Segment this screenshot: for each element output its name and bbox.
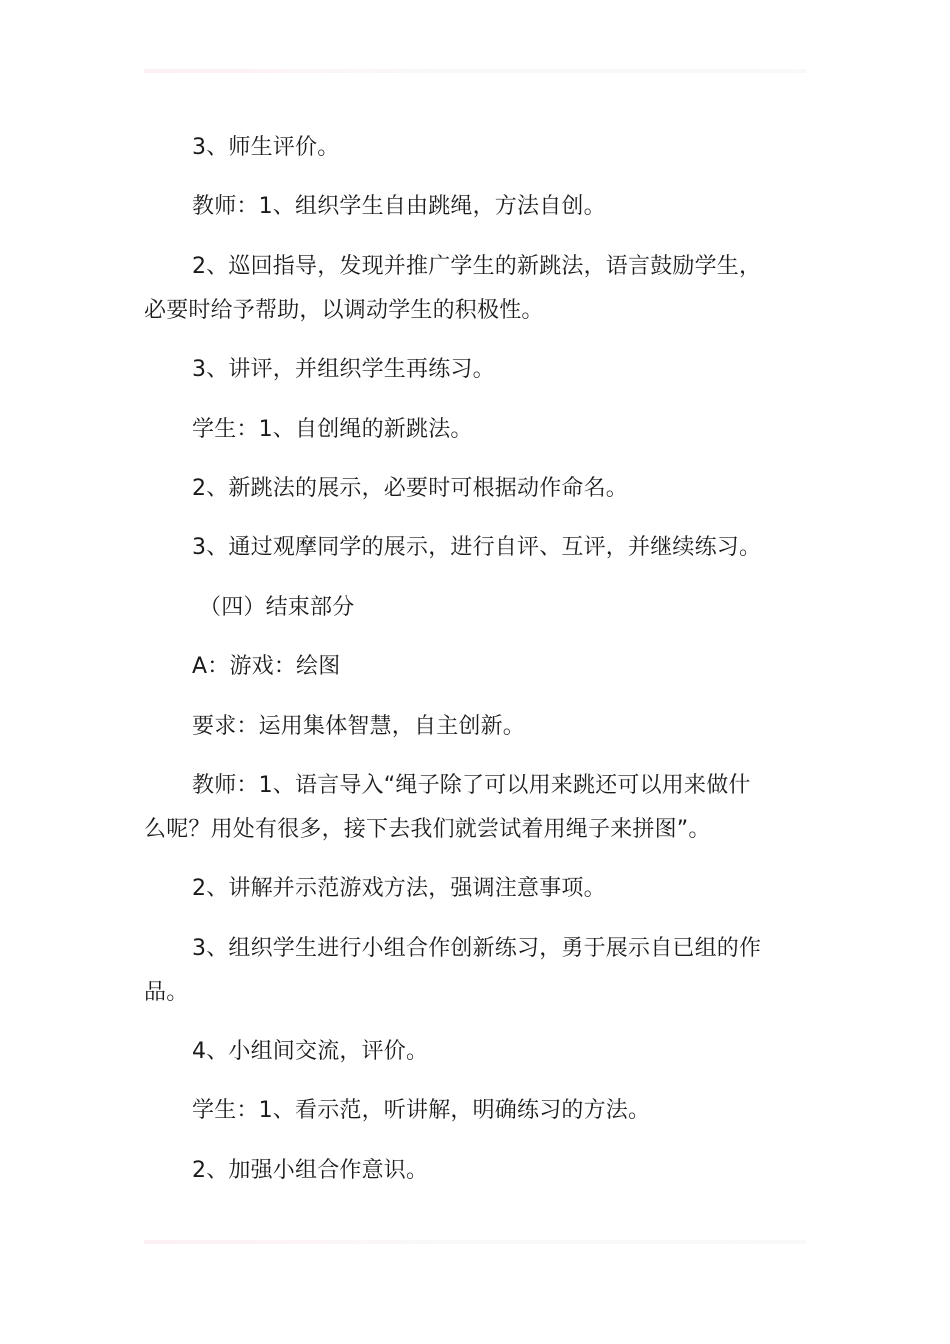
paragraph: 2、巡回指导，发现并推广学生的新跳法，语言鼓励学生， 必要时给予帮助，以调动学生的积极性。 (144, 253, 762, 323)
paragraph: 学生：1、看示范，听讲解，明确练习的方法。 (192, 1098, 651, 1124)
paragraph: 2、讲解并示范游戏方法，强调注意事项。 (192, 876, 606, 902)
paragraph: 2、加强小组合作意识。 (192, 1157, 429, 1183)
paragraph: 3、组织学生进行小组合作创新练习，勇于展示自已组的作 品。 (144, 935, 762, 1005)
paragraph: A：游戏：绘图 (192, 654, 341, 680)
header-rule (144, 69, 806, 73)
paragraph: 3、通过观摩同学的展示，进行自评、互评，并继续练习。 (192, 535, 762, 561)
section-heading: （四）结束部分 (199, 594, 355, 620)
paragraph: 学生：1、自创绳的新跳法。 (192, 416, 473, 442)
paragraph: 教师：1、组织学生自由跳绳，方法自创。 (192, 194, 606, 220)
paragraph: 教师：1、语言导入“绳子除了可以用来跳还可以用来做什 么呢？用处有很多，接下去我们就尝试着用绳子来拼图”。 (144, 772, 751, 842)
paragraph: 3、讲评，并组织学生再练习。 (192, 357, 495, 383)
document-body (144, 126, 814, 1208)
paragraph: 要求：运用集体智慧，自主创新。 (192, 713, 526, 739)
paragraph: 2、新跳法的展示，必要时可根据动作命名。 (192, 475, 628, 501)
paragraph: 4、小组间交流，评价。 (192, 1039, 429, 1065)
footer-rule (144, 1240, 806, 1244)
paragraph: 3、师生评价。 (192, 135, 340, 160)
